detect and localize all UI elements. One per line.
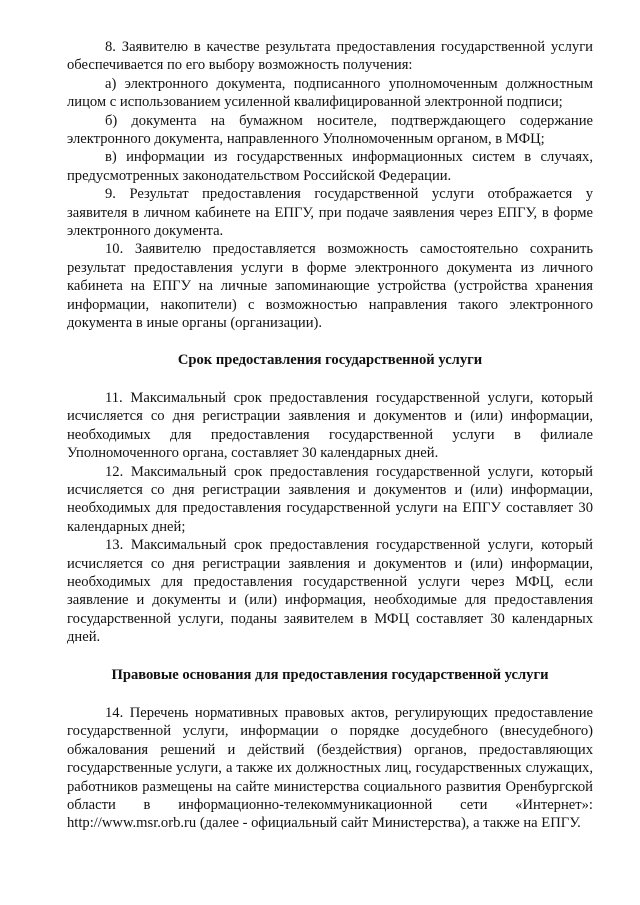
paragraph-13: 13. Максимальный срок предоставления государственной услуги, который исчисляется со дня регистрации заявления и документов и (или) информации, необходимых для предоставления государственной услуги через МФЦ, если заявление и документы и (или) информация, необходимые для предоставления государственной услуги, поданы заявителем в МФЦ составляет 30 календарных дней. xyxy=(67,537,593,646)
section-heading-term: Срок предоставления государственной услуги xyxy=(177,351,483,368)
paragraph-8: 8. Заявителю в качестве результата предоставления государственной услуги обеспечивается по его выбору возможность получения: xyxy=(67,39,593,74)
document-page xyxy=(67,38,593,833)
paragraph-8c: в) информации из государственных информационных систем в случаях, предусмотренных законодательством Российской Федерации. xyxy=(67,149,593,184)
paragraph-8a: а) электронного документа, подписанного уполномоченным должностным лицом с использованием усиленной квалифицированной электронной подписи; xyxy=(67,75,593,111)
paragraph-9: 9. Результат предоставления государственной услуги отображается у заявителя в личном кабинете на ЕПГУ, при подаче заявления через ЕПГУ, в форме электронного документа. xyxy=(67,186,593,240)
paragraph-8b: б) документа на бумажном носителе, подтверждающего содержание электронного документа, направленного Уполномоченным органом, в МФЦ; xyxy=(67,112,593,148)
paragraph-10: 10. Заявителю предоставляется возможность самостоятельно сохранить результат предоставления услуги в форме электронного документа из личного кабинета на ЕПГУ на личные запоминающие устройства (устройства хранения информации, накопители) с возможностью направления такого электронного документа в иные органы (организации). xyxy=(67,241,593,332)
paragraph-11: 11. Максимальный срок предоставления государственной услуги, который исчисляется со дня регистрации заявления и документов и (или) информации, необходимых для предоставления государственной услуги в филиале Уполномоченного органа, составляет 30 календарных дней. xyxy=(67,389,593,462)
paragraph-12: 12. Максимальный срок предоставления государственной услуги, который исчисляется со дня регистрации заявления и документов и (или) информации, необходимых для предоставления государственной услуги на ЕПГУ составляет 30 календарных дней; xyxy=(67,463,593,535)
section-heading-legal: Правовые основания для предоставления государственной услуги xyxy=(111,666,549,683)
paragraph-14: 14. Перечень нормативных правовых актов, регулирующих предоставление государственной услуги, информации о порядке досудебного (внесудебного) обжалования решений и действий (бездействия) органов, предоставляющих государственные услуги, а также их должностных лиц, государственных служащих, работников размещены на сайте министерства социального развития Оренбургской области в информационно-телекоммуникационной сети «Интернет»: http://www.msr.orb.ru (далее - официальный сайт Министерства), а также на ЕПГУ. xyxy=(67,705,593,832)
